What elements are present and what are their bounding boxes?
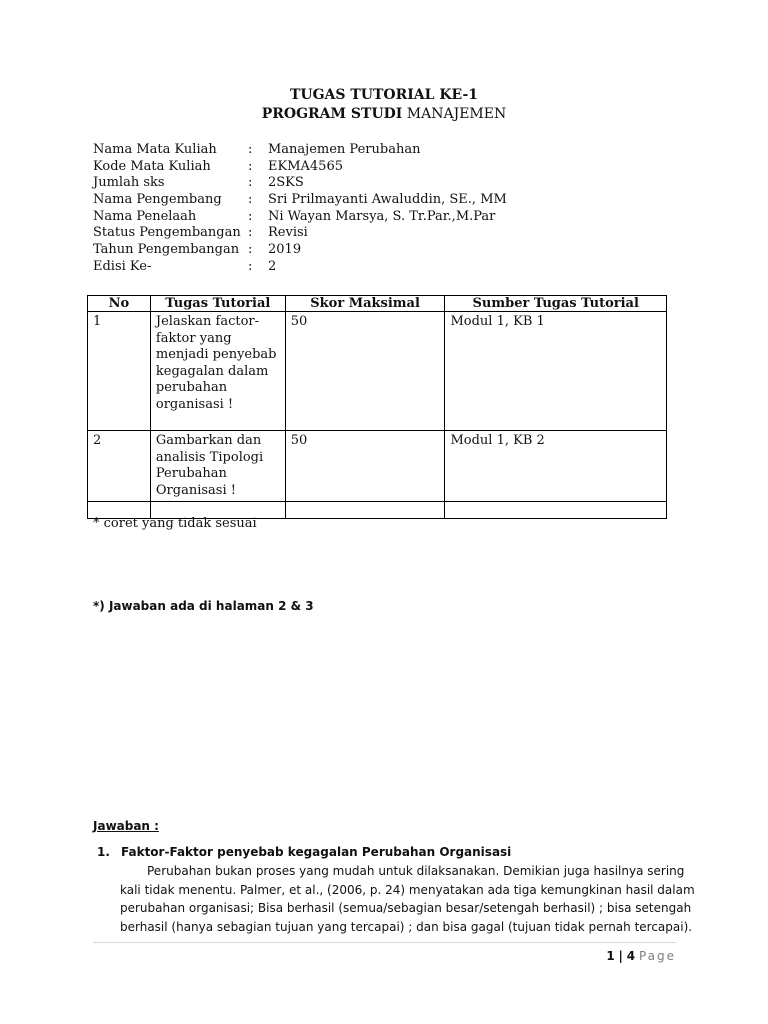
cell-task: Gambarkan dan analisis Tipologi Perubahan Organisasi ! <box>150 431 285 502</box>
header-source: Sumber Tugas Tutorial <box>445 296 667 312</box>
program-label: PROGRAM STUDI <box>261 106 403 122</box>
cell-no: 1 <box>88 312 151 431</box>
page-footer: 1 | 4 Page <box>606 949 676 963</box>
document-subtitle <box>0 106 768 122</box>
footnote: * coret yang tidak sesuai <box>93 516 257 531</box>
table-row <box>88 312 667 431</box>
info-row: Kode Mata Kuliah : EKMA4565 <box>93 158 343 174</box>
cell-source: Modul 1, KB 2 <box>445 431 667 502</box>
cell-score: 50 <box>285 312 445 431</box>
answer-paragraph: Perubahan bukan proses yang mudah untuk dilaksanakan. Demikian juga hasilnya sering kali tidak menentu. Palmer, et al., (2006, p. 24) menyatakan ada tiga kemungkinan hasil dalam perubahan organisasi; Bisa berhasil (semua/sebagian besar/setengah berhasil) ; bisa setengah berhasil (hanya sebagian tujuan yang tercapai) ; dan bisa gagal (tujuan tidak pernah tercapai). <box>120 864 695 934</box>
info-row: Status Pengembangan : Revisi <box>93 225 308 241</box>
table-header-row <box>88 296 667 312</box>
program-name: MANAJEMEN <box>406 106 507 122</box>
info-row: Nama Mata Kuliah : Manajemen Perubahan <box>93 142 421 157</box>
info-row: Jumlah sks : 2SKS <box>93 175 304 191</box>
info-row: Tahun Pengembangan : 2019 <box>93 242 302 258</box>
info-row: Nama Pengembang : Sri Prilmayanti Awaluddin, SE., MM <box>93 192 507 208</box>
page-number: 1 <box>606 949 615 963</box>
cell-no: 2 <box>88 431 151 502</box>
answer-heading: Jawaban : <box>93 819 159 833</box>
header-no: No <box>88 296 151 312</box>
document-title <box>0 87 768 103</box>
table-row <box>88 431 667 502</box>
title-line-1: TUGAS TUTORIAL KE-1 <box>289 87 479 103</box>
header-score: Skor Maksimal <box>285 296 445 312</box>
course-info <box>93 142 507 276</box>
cell-task: Jelaskan factor- faktor yang menjadi penyebab kegagalan dalam perubahan organisasi ! <box>150 312 285 431</box>
answer-location-note: *) Jawaban ada di halaman 2 & 3 <box>93 599 314 613</box>
answer-item-title: 1. Faktor-Faktor penyebab kegagalan Perubahan Organisasi <box>97 845 512 859</box>
header-task: Tugas Tutorial <box>150 296 285 312</box>
tasks-table <box>87 295 667 519</box>
page-total: 4 <box>626 949 636 963</box>
cell-source: Modul 1, KB 1 <box>445 312 667 431</box>
info-row: Nama Penelaah : Ni Wayan Marsya, S. Tr.Par.,M.Par <box>93 208 496 224</box>
footer-divider <box>93 942 676 943</box>
info-row: Edisi Ke- : 2 <box>93 258 277 274</box>
cell-score: 50 <box>285 431 445 502</box>
